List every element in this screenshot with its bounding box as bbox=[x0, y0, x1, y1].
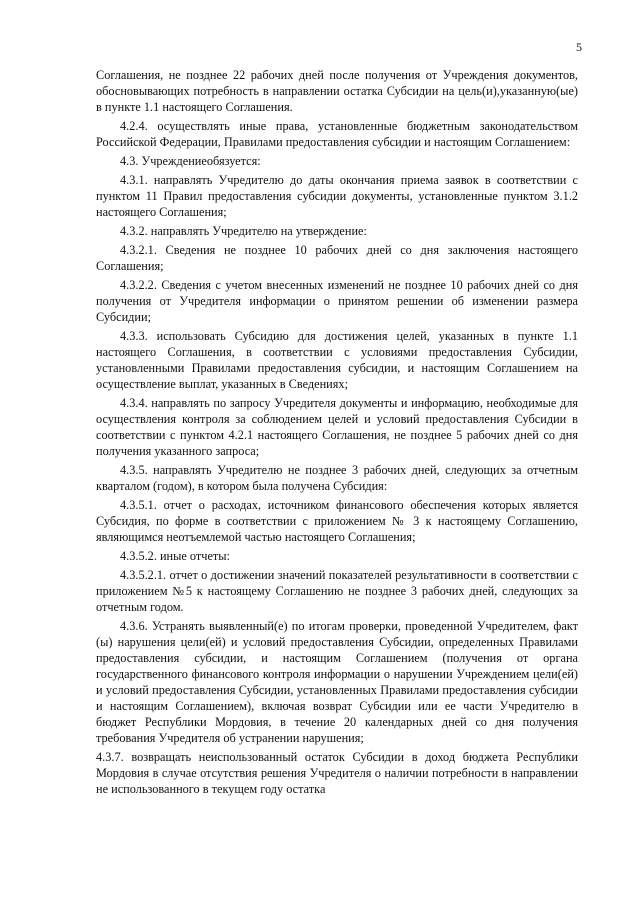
paragraph: 4.3.4. направлять по запросу Учредителя документы и информацию, необходимые для осуществления контроля за соблюдением целей и условий предоставления Субсидии в соответствии с пунктом 4.2.1 настоящего Соглашения, не позднее 5 рабочих дней со дня получения указанного запроса; bbox=[96, 396, 578, 458]
paragraph: 4.3.2. направлять Учредителю на утверждение: bbox=[120, 224, 367, 238]
paragraph: 4.3.5.2. иные отчеты: bbox=[120, 549, 230, 563]
paragraph: 4.3.3. использовать Субсидию для достижения целей, указанных в пункте 1.1 настоящего Соглашения, в соответствии с условиями предоставления Субсидии, установленными Правилами предоставления субсидии, и настоящим Соглашением на осуществление выплат, указанных в Сведениях; bbox=[96, 329, 578, 391]
paragraph: 4.3. Учреждениеобязуется: bbox=[120, 154, 261, 168]
document-body bbox=[96, 67, 578, 800]
paragraph: 4.3.5.1. отчет о расходах, источником финансового обеспечения которых является Субсидия, по форме в соответствии с приложением № 3 к настоящему Соглашению, являющимся неотъемлемой частью настоящего Соглашения; bbox=[96, 498, 578, 544]
paragraph: 4.3.6. Устранять выявленный(е) по итогам проверки, проведенной Учредителем, факт (ы) нарушения цели(ей) и условий предоставления Субсидии, определенных Правилами предоставления субсидии, и настоящим Соглашением (получения от органа государственного финансового контроля информации о нарушении Учреждением цели(ей) и условий предоставления Субсидии, установленных Правилами предоставления субсидии и настоящим Соглашением), включая возврат Субсидии или ее части Учредителю в бюджет Республики Мордовия, в течение 20 календарных дней со дня получения требования Учредителя об устранении нарушения; bbox=[96, 619, 578, 745]
paragraph: 4.3.1. направлять Учредителю до даты окончания приема заявок в соответствии с пунктом 11 Правил предоставления субсидии документы, установленные пунктом 3.1.2 настоящего Соглашения; bbox=[96, 173, 578, 219]
page-number: 5 bbox=[576, 40, 582, 54]
paragraph: 4.3.2.1. Сведения не позднее 10 рабочих дней со дня заключения настоящего Соглашения; bbox=[96, 243, 578, 273]
paragraph: 4.3.5. направлять Учредителю не позднее 3 рабочих дней, следующих за отчетным кварталом (годом), в котором была получена Субсидия: bbox=[96, 463, 578, 493]
paragraph: 4.3.7. возвращать неиспользованный остаток Субсидии в доход бюджета Республики Мордовия в случае отсутствия решения Учредителя о наличии потребности в направлении не использованного в текущем году остатка bbox=[96, 750, 578, 796]
paragraph: 4.3.5.2.1. отчет о достижении значений показателей результативности в соответствии с приложением №5 к настоящему Соглашению не позднее 3 рабочих дней, следующих за отчетным годом. bbox=[96, 568, 578, 614]
paragraph: Соглашения, не позднее 22 рабочих дней после получения от Учреждения документов, обосновывающих потребность в направлении остатка Субсидии на цель(и),указанную(ые) в пункте 1.1 настоящего Соглашения. bbox=[96, 68, 578, 114]
paragraph: 4.2.4. осуществлять иные права, установленные бюджетным законодательством Российской Федерации, Правилами предоставления субсидии и настоящим Соглашением: bbox=[96, 119, 578, 149]
paragraph: 4.3.2.2. Сведения с учетом внесенных изменений не позднее 10 рабочих дней со дня получения от Учредителя информации о принятом решении об изменении размера Субсидии; bbox=[96, 278, 578, 324]
